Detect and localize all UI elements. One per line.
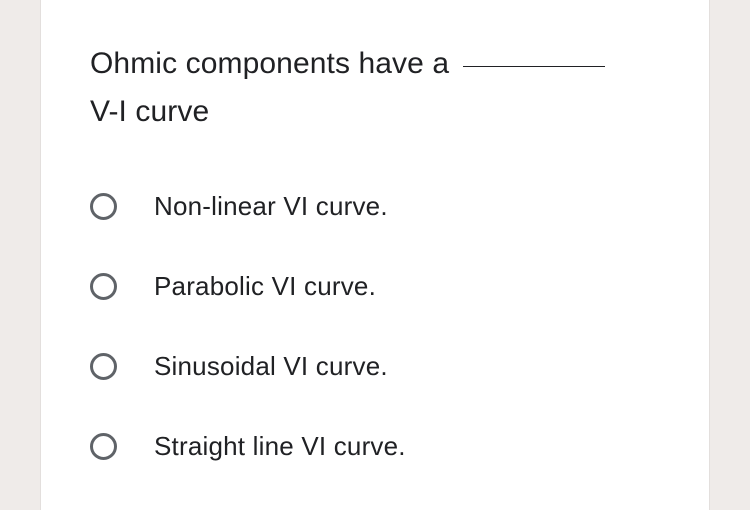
question-card xyxy=(40,0,710,510)
radio-button-icon[interactable] xyxy=(90,433,117,460)
option-label: Non-linear VI curve. xyxy=(154,190,388,221)
option-straight-line[interactable] xyxy=(90,406,650,486)
option-label: Straight line VI curve. xyxy=(154,430,406,461)
option-label: Parabolic VI curve. xyxy=(154,270,377,301)
answer-options xyxy=(90,166,650,486)
option-sinusoidal[interactable] xyxy=(90,326,650,406)
question-line-1: Ohmic components have a xyxy=(90,47,450,80)
radio-button-icon[interactable] xyxy=(90,193,117,220)
answer-blank-line xyxy=(463,66,605,67)
question-text xyxy=(90,40,650,136)
option-label: Sinusoidal VI curve. xyxy=(154,350,388,381)
radio-button-icon[interactable] xyxy=(90,273,117,300)
radio-button-icon[interactable] xyxy=(90,353,117,380)
option-parabolic[interactable] xyxy=(90,246,650,326)
question-line-2: V-I curve xyxy=(90,95,210,128)
option-non-linear[interactable] xyxy=(90,166,650,246)
